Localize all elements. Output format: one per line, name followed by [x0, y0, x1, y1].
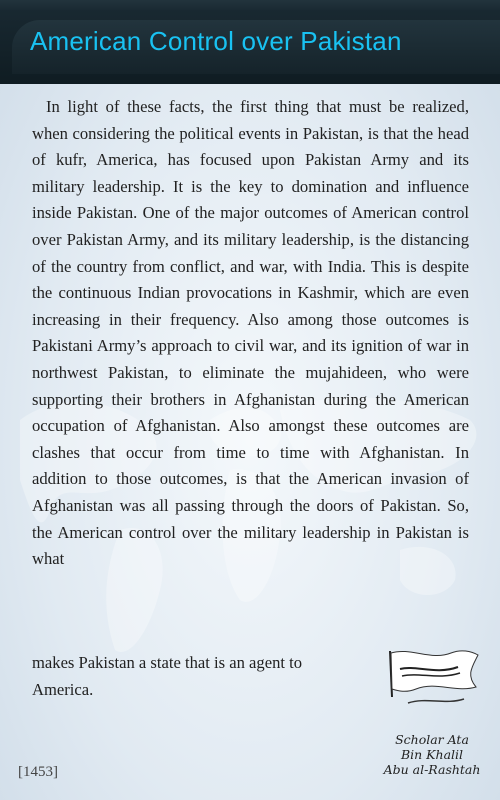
page-title: American Control over Pakistan	[30, 26, 402, 56]
closing-line-1: makes Pakistan a state that is an agent to	[32, 653, 303, 672]
flag-logo-icon	[386, 645, 482, 709]
article-paragraph: In light of these facts, the first thing that must be realized, when considering the political events in Pakistan, is that the head of kufr, America, has focused upon Pakistan Army and its military leadership. It is the key to domination and influence inside Pakistan. One of the major outcomes of American control over Pakistan Army, and its military leadership, is the distancing of the country from conflict, and war, with India. This is despite the continuous Indian provocations in Kashmir, which are even increasing in their frequency. Also among those outcomes is Pakistani Army’s approach to civil war, and its ignition of war in northwest Pakistan, to eliminate the mujahideen, who were supporting their brothers in Afghanistan during the American occupation of Afghanistan. Also amongst these outcomes are clashes that occur from time to time with Afghanistan. In addition to those outcomes, is that the American invasion of Afghanistan was all passing through the doors of Pakistan. So, the American control over the military leadership in Pakistan is what	[32, 97, 469, 569]
header-top-strip	[0, 0, 500, 10]
signature-line-3: Abu al-Rashtah	[383, 762, 481, 777]
signature-line-2: Bin Khalil	[400, 747, 464, 762]
header-bar	[0, 0, 500, 84]
signature-line-1: Scholar Ata	[395, 732, 469, 747]
page-number: [1453]	[18, 764, 58, 780]
closing-line-2: America.	[32, 679, 94, 699]
article-closing-lines	[32, 650, 302, 703]
scholar-signature	[382, 732, 482, 777]
